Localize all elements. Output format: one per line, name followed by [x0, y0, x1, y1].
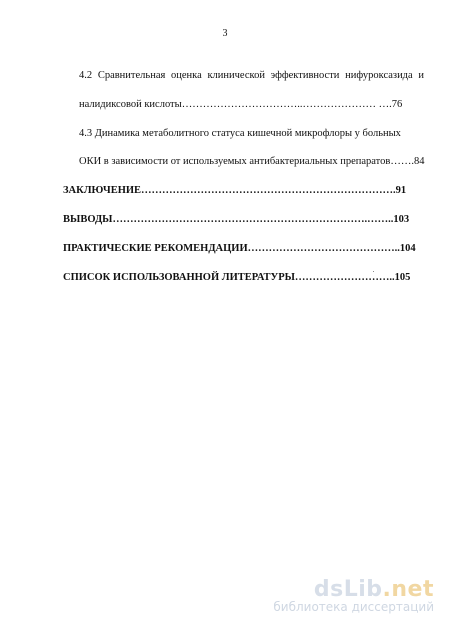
- watermark: [234, 577, 434, 614]
- scan-speck: [373, 271, 374, 272]
- toc-entry-conclusion: ЗАКЛЮЧЕНИЕ……………………………………………………………….91: [63, 185, 407, 196]
- toc-entry-4-2-title: 4.2 Сравнительная оценка клинической эффективности нифуроксазида и: [79, 70, 424, 81]
- page-number: 3: [222, 28, 228, 39]
- toc-entry-4-2-page: налидиксовой кислоты……………………………..………………… ….76: [79, 99, 403, 110]
- toc-entry-findings: ВЫВОДЫ……………………………………………………………….……..103: [63, 214, 410, 225]
- toc-entry-4-3-title: 4.3 Динамика метаболитного статуса кишечной микрофлоры у больных: [79, 128, 401, 139]
- table-of-contents: [63, 70, 425, 283]
- watermark-logo: [234, 577, 434, 602]
- watermark-subtitle: библиотека диссертаций: [273, 600, 434, 614]
- watermark-logo-tld: .net: [382, 577, 434, 602]
- toc-entry-4-3-page: ОКИ в зависимости от используемых антибактериальных препаратов…….84: [79, 156, 425, 167]
- toc-entry-references: СПИСОК ИСПОЛЬЗОВАННОЙ ЛИТЕРАТУРЫ………………………..105: [63, 272, 411, 283]
- toc-entry-recommendations: ПРАКТИЧЕСКИЕ РЕКОМЕНДАЦИИ……………………………………..104: [63, 243, 416, 254]
- watermark-logo-main: dsLib: [313, 577, 383, 602]
